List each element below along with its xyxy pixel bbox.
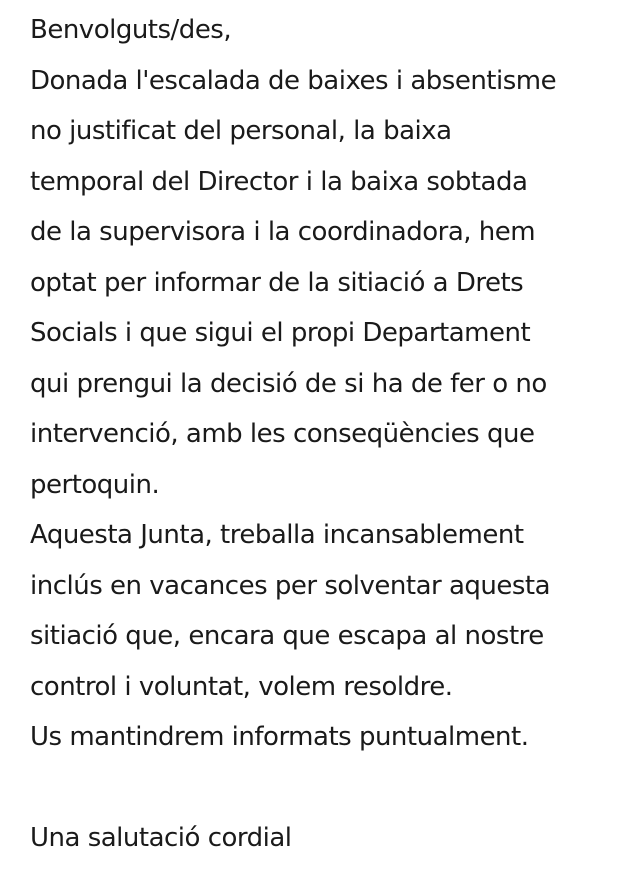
text-line: de la supervisora i la coordinadora, hem — [30, 217, 536, 247]
blank-line — [30, 768, 615, 819]
text-line: Socials i que sigui el propi Departament — [30, 318, 531, 348]
paragraph-junta — [30, 515, 615, 717]
text-line: temporal del Director i la baixa sobtada — [30, 166, 528, 197]
text-line: sitiació que, encara que escapa al nostre — [30, 621, 544, 651]
text-line: Us mantindrem informats puntualment. — [30, 722, 529, 752]
text-line: Donada l'escalada de baixes i absentisme — [30, 65, 557, 96]
letter-body — [30, 10, 615, 869]
text-line: inclús en vacances per solventar aquesta — [30, 570, 551, 601]
text-line: pertoquin. — [30, 469, 160, 500]
paragraph-situation — [30, 61, 615, 516]
text-line: no justificat del personal, la baixa — [30, 116, 452, 146]
text-line: intervenció, amb les conseqüències que — [30, 419, 535, 449]
paragraph-inform — [30, 717, 615, 768]
text-line: qui prengui la decisió de si ha de fer o no — [30, 368, 547, 399]
text-line: control i voluntat, volem resoldre. — [30, 671, 453, 702]
closing: Una salutació cordial — [30, 823, 292, 853]
text-line: Aquesta Junta, treballa incansablement — [30, 520, 524, 550]
text-line: optat per informar de la sitiació a Drets — [30, 267, 524, 298]
greeting: Benvolguts/des, — [30, 15, 232, 45]
